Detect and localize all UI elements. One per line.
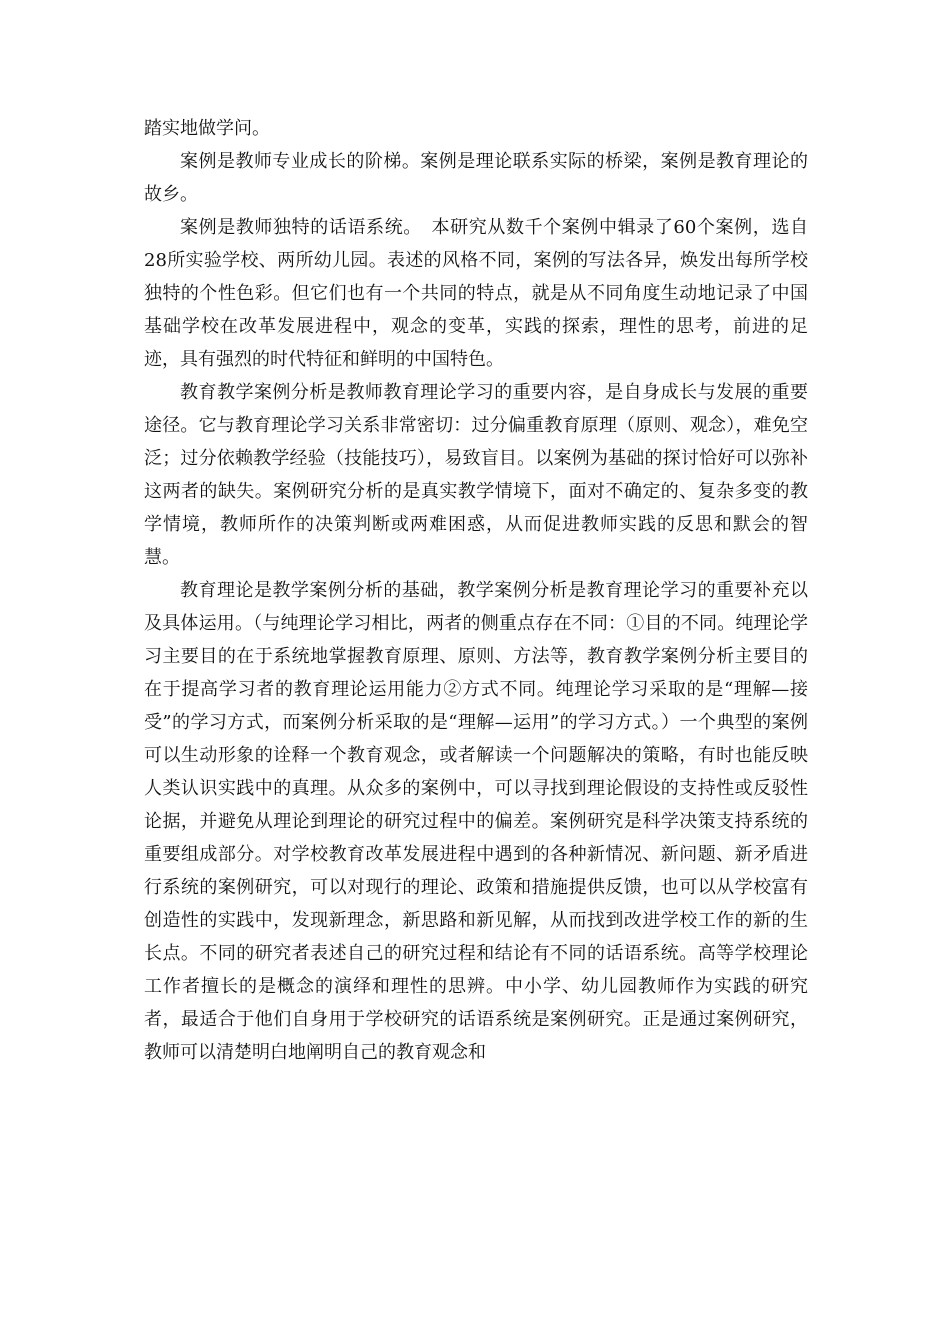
paragraph-case-analysis: 教育教学案例分析是教师教育理论学习的重要内容，是自身成长与发展的重要途径。它与教育理论学习关系非常密切：过分偏重教育原理（原则、观念），难免空泛；过分依赖教学经验（技能技巧），易致盲目。以案例为基础的探讨恰好可以弥补这两者的缺失。案例研究分析的是真实教学情境下，面对不确定的、复杂多变的教学情境，教师所作的决策判断或两难困惑，从而促进教师实践的反思和默会的智慧。 (144, 382, 808, 568)
paragraph-case-discourse: 案例是教师独特的话语系统。 本研究从数千个案例中辑录了60个案例，选自28所实验学校、两所幼儿园。表述的风格不同，案例的写法各异，焕发出每所学校独特的个性色彩。但它们也有一个共同的特点，就是从不同角度生动地记录了中国基础学校在改革发展进程中，观念的变革，实践的探索，理性的思考，前进的足迹，具有强烈的时代特征和鲜明的中国特色。 (144, 217, 808, 370)
paragraph-case-ladder: 案例是教师专业成长的阶梯。案例是理论联系实际的桥梁，案例是教育理论的故乡。 (144, 151, 808, 205)
document-page (144, 112, 808, 1069)
paragraph-theory-foundation: 教育理论是教学案例分析的基础，教学案例分析是教育理论学习的重要补充以及具体运用。（与纯理论学习相比，两者的侧重点存在不同：①目的不同。纯理论学习主要目的在于系统地掌握教育原理、原则、方法等，教育教学案例分析主要目的在于提高学习者的教育理论运用能力②方式不同。纯理论学习采取的是“理解—接受”的学习方式，而案例分析采取的是“理解—运用”的学习方式。）一个典型的案例可以生动形象的诠释一个教育观念，或者解读一个问题解决的策略，有时也能反映人类认识实践中的真理。从众多的案例中，可以寻找到理论假设的支持性或反驳性论据，并避免从理论到理论的研究过程中的偏差。案例研究是科学决策支持系统的重要组成部分。对学校教育改革发展进程中遇到的各种新情况、新问题、新矛盾进行系统的案例研究，可以对现行的理论、政策和措施提供反馈，也可以从学校富有创造性的实践中，发现新理念，新思路和新见解，从而找到改进学校工作的新的生长点。不同的研究者表述自己的研究过程和结论有不同的话语系统。高等学校理论工作者擅长的是概念的演绎和理性的思辨。中小学、幼儿园教师作为实践的研究者，最适合于他们自身用于学校研究的话语系统是案例研究。正是通过案例研究，教师可以清楚明白地阐明自己的教育观念和 (144, 580, 808, 1063)
paragraph-continuation: 踏实地做学问。 (144, 118, 270, 139)
